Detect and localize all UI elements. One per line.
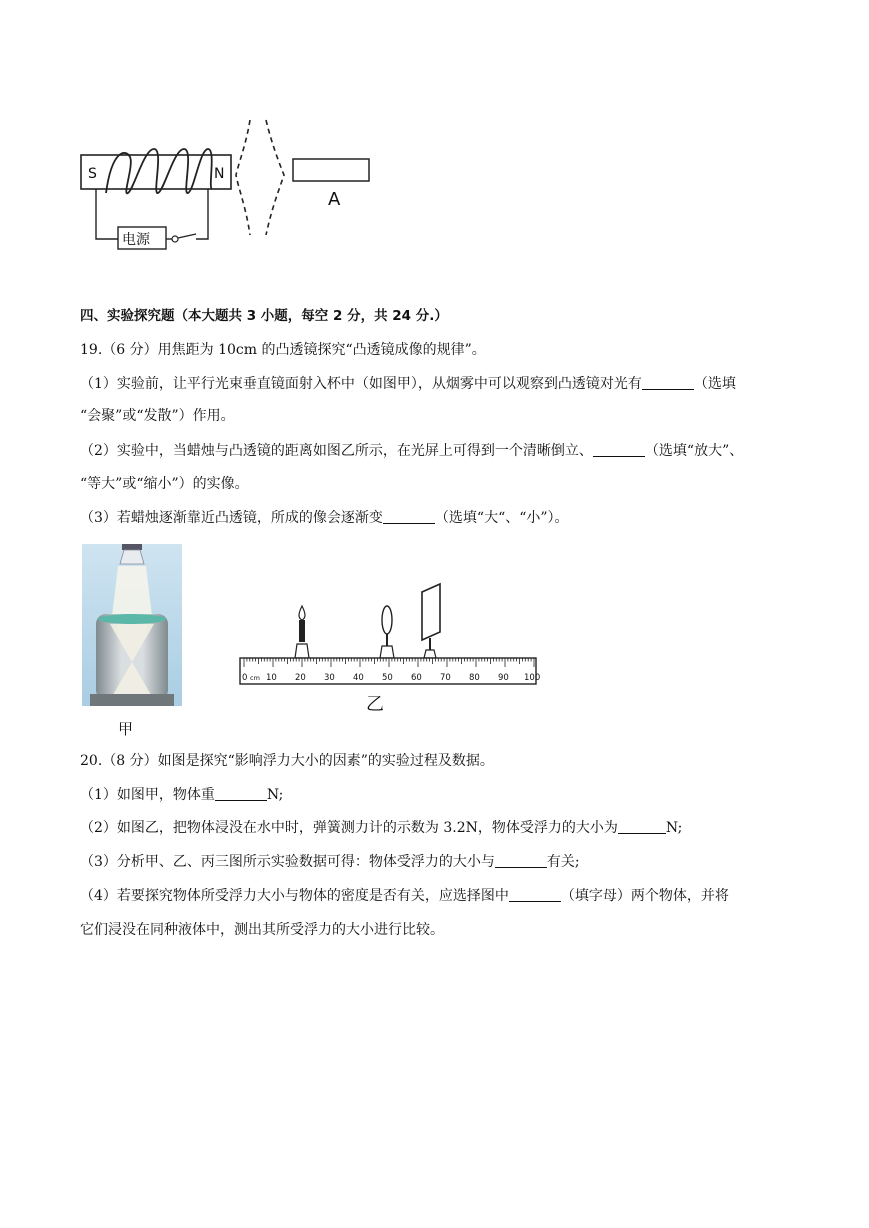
switch-blade bbox=[178, 234, 196, 238]
q20-part3-text-b: 有关; bbox=[546, 854, 580, 870]
q20-part1-text-b: N; bbox=[266, 787, 284, 803]
light-screen bbox=[422, 584, 440, 640]
tick-label: 10 bbox=[266, 673, 277, 683]
answer-blank[interactable] bbox=[495, 853, 547, 868]
figure-jia-beaker bbox=[82, 544, 182, 740]
lens bbox=[382, 606, 392, 634]
lamp-base bbox=[122, 544, 142, 550]
tick-label: 80 bbox=[469, 673, 480, 683]
q20-part4-text-a: （4）若要探究物体所受浮力大小与物体的密度是否有关，应选择图中 bbox=[80, 888, 509, 904]
q19-part2-text-a: （2）实验中，当蜡烛与凸透镜的距离如图乙所示，在光屏上可得到一个清晰倒立、 bbox=[80, 443, 593, 459]
section-title: 四、实验探究题（本大题共 3 小题，每空 2 分，共 24 分.） bbox=[80, 308, 448, 324]
q20-part4-cont: 它们浸没在同种液体中，测出其所受浮力的大小进行比较。 bbox=[80, 922, 444, 938]
pole-n-label: N bbox=[214, 166, 225, 182]
answer-blank[interactable] bbox=[509, 887, 561, 902]
q20-part2 bbox=[80, 818, 682, 838]
tick-label: 90 bbox=[498, 673, 509, 683]
object-a-label: A bbox=[328, 189, 341, 210]
switch-terminal bbox=[172, 236, 178, 242]
figure-yi-optical-bench bbox=[236, 578, 542, 720]
screen-holder bbox=[424, 650, 436, 658]
q20-heading: 20.（8 分）如图是探究“影响浮力大小的因素”的实验过程及数据。 bbox=[80, 753, 494, 769]
q20-part1 bbox=[80, 785, 283, 805]
ruler-unit: cm bbox=[250, 674, 260, 682]
q20-part3-text-a: （3）分析甲、乙、丙三图所示实验数据可得：物体受浮力的大小与 bbox=[80, 854, 495, 870]
tick-label: 30 bbox=[324, 673, 335, 683]
q19-part1 bbox=[80, 374, 736, 394]
candle-holder bbox=[295, 644, 309, 658]
candle-flame bbox=[299, 606, 305, 620]
q19-part3-text-a: （3）若蜡烛逐渐靠近凸透镜，所成的像会逐渐变 bbox=[80, 510, 383, 526]
circuit-wire bbox=[96, 189, 118, 239]
q19-part1-cont: “会聚”或“发散”）作用。 bbox=[80, 408, 235, 424]
q20-part2-text-b: N; bbox=[665, 820, 683, 836]
answer-blank[interactable] bbox=[593, 442, 645, 457]
answer-blank[interactable] bbox=[618, 819, 666, 834]
answer-blank[interactable] bbox=[642, 375, 694, 390]
tick-label: 20 bbox=[295, 673, 306, 683]
q19-heading: 19.（6 分）用焦距为 10cm 的凸透镜探究“凸透镜成像的规律”。 bbox=[80, 342, 486, 358]
electromagnet-figure bbox=[78, 115, 378, 255]
q19-part2-text-b: （选填“放大”、 bbox=[644, 443, 744, 459]
q19-part3 bbox=[80, 508, 569, 528]
q20-part1-text-a: （1）如图甲，物体重 bbox=[80, 787, 215, 803]
tick-label: 100 bbox=[524, 673, 541, 683]
q19-part2 bbox=[80, 441, 743, 461]
q19-part3-text-b: （选填“大“、“小”）。 bbox=[434, 510, 569, 526]
power-source-label: 电源 bbox=[122, 232, 150, 248]
field-line-right bbox=[266, 120, 284, 235]
light-beam bbox=[112, 566, 152, 616]
figure-jia-caption: 甲 bbox=[118, 720, 134, 738]
tick-label: 0 bbox=[242, 673, 248, 683]
tick-label: 70 bbox=[440, 673, 451, 683]
convex-lens bbox=[98, 614, 166, 624]
answer-blank[interactable] bbox=[383, 509, 435, 524]
q19-part1-text-a: （1）实验前，让平行光束垂直镜面射入杯中（如图甲），从烟雾中可以观察到凸透镜对光有 bbox=[80, 376, 642, 392]
q20-part2-text-a: （2）如图乙，把物体浸没在水中时，弹簧测力计的示数为 3.2N，物体受浮力的大小为 bbox=[80, 820, 618, 836]
q20-part4-text-b: （填字母）两个物体，并将 bbox=[560, 888, 729, 904]
figure-yi-caption: 乙 bbox=[366, 694, 384, 715]
lamp-head bbox=[120, 550, 144, 564]
object-a bbox=[293, 159, 369, 181]
circuit-wire bbox=[196, 189, 208, 239]
q20-part3 bbox=[80, 852, 580, 872]
candle-body bbox=[299, 620, 305, 642]
lens-holder bbox=[380, 646, 394, 658]
q19-part1-text-b: （选填 bbox=[693, 376, 736, 392]
field-line-left bbox=[236, 120, 250, 235]
pole-s-label: S bbox=[88, 166, 97, 182]
q19-part2-cont: “等大”或“缩小”）的实像。 bbox=[80, 476, 249, 492]
tick-label: 60 bbox=[411, 673, 422, 683]
q20-part4 bbox=[80, 886, 729, 906]
answer-blank[interactable] bbox=[215, 786, 267, 801]
cup-bottom bbox=[90, 694, 174, 706]
tick-label: 40 bbox=[353, 673, 364, 683]
tick-label: 50 bbox=[382, 673, 393, 683]
